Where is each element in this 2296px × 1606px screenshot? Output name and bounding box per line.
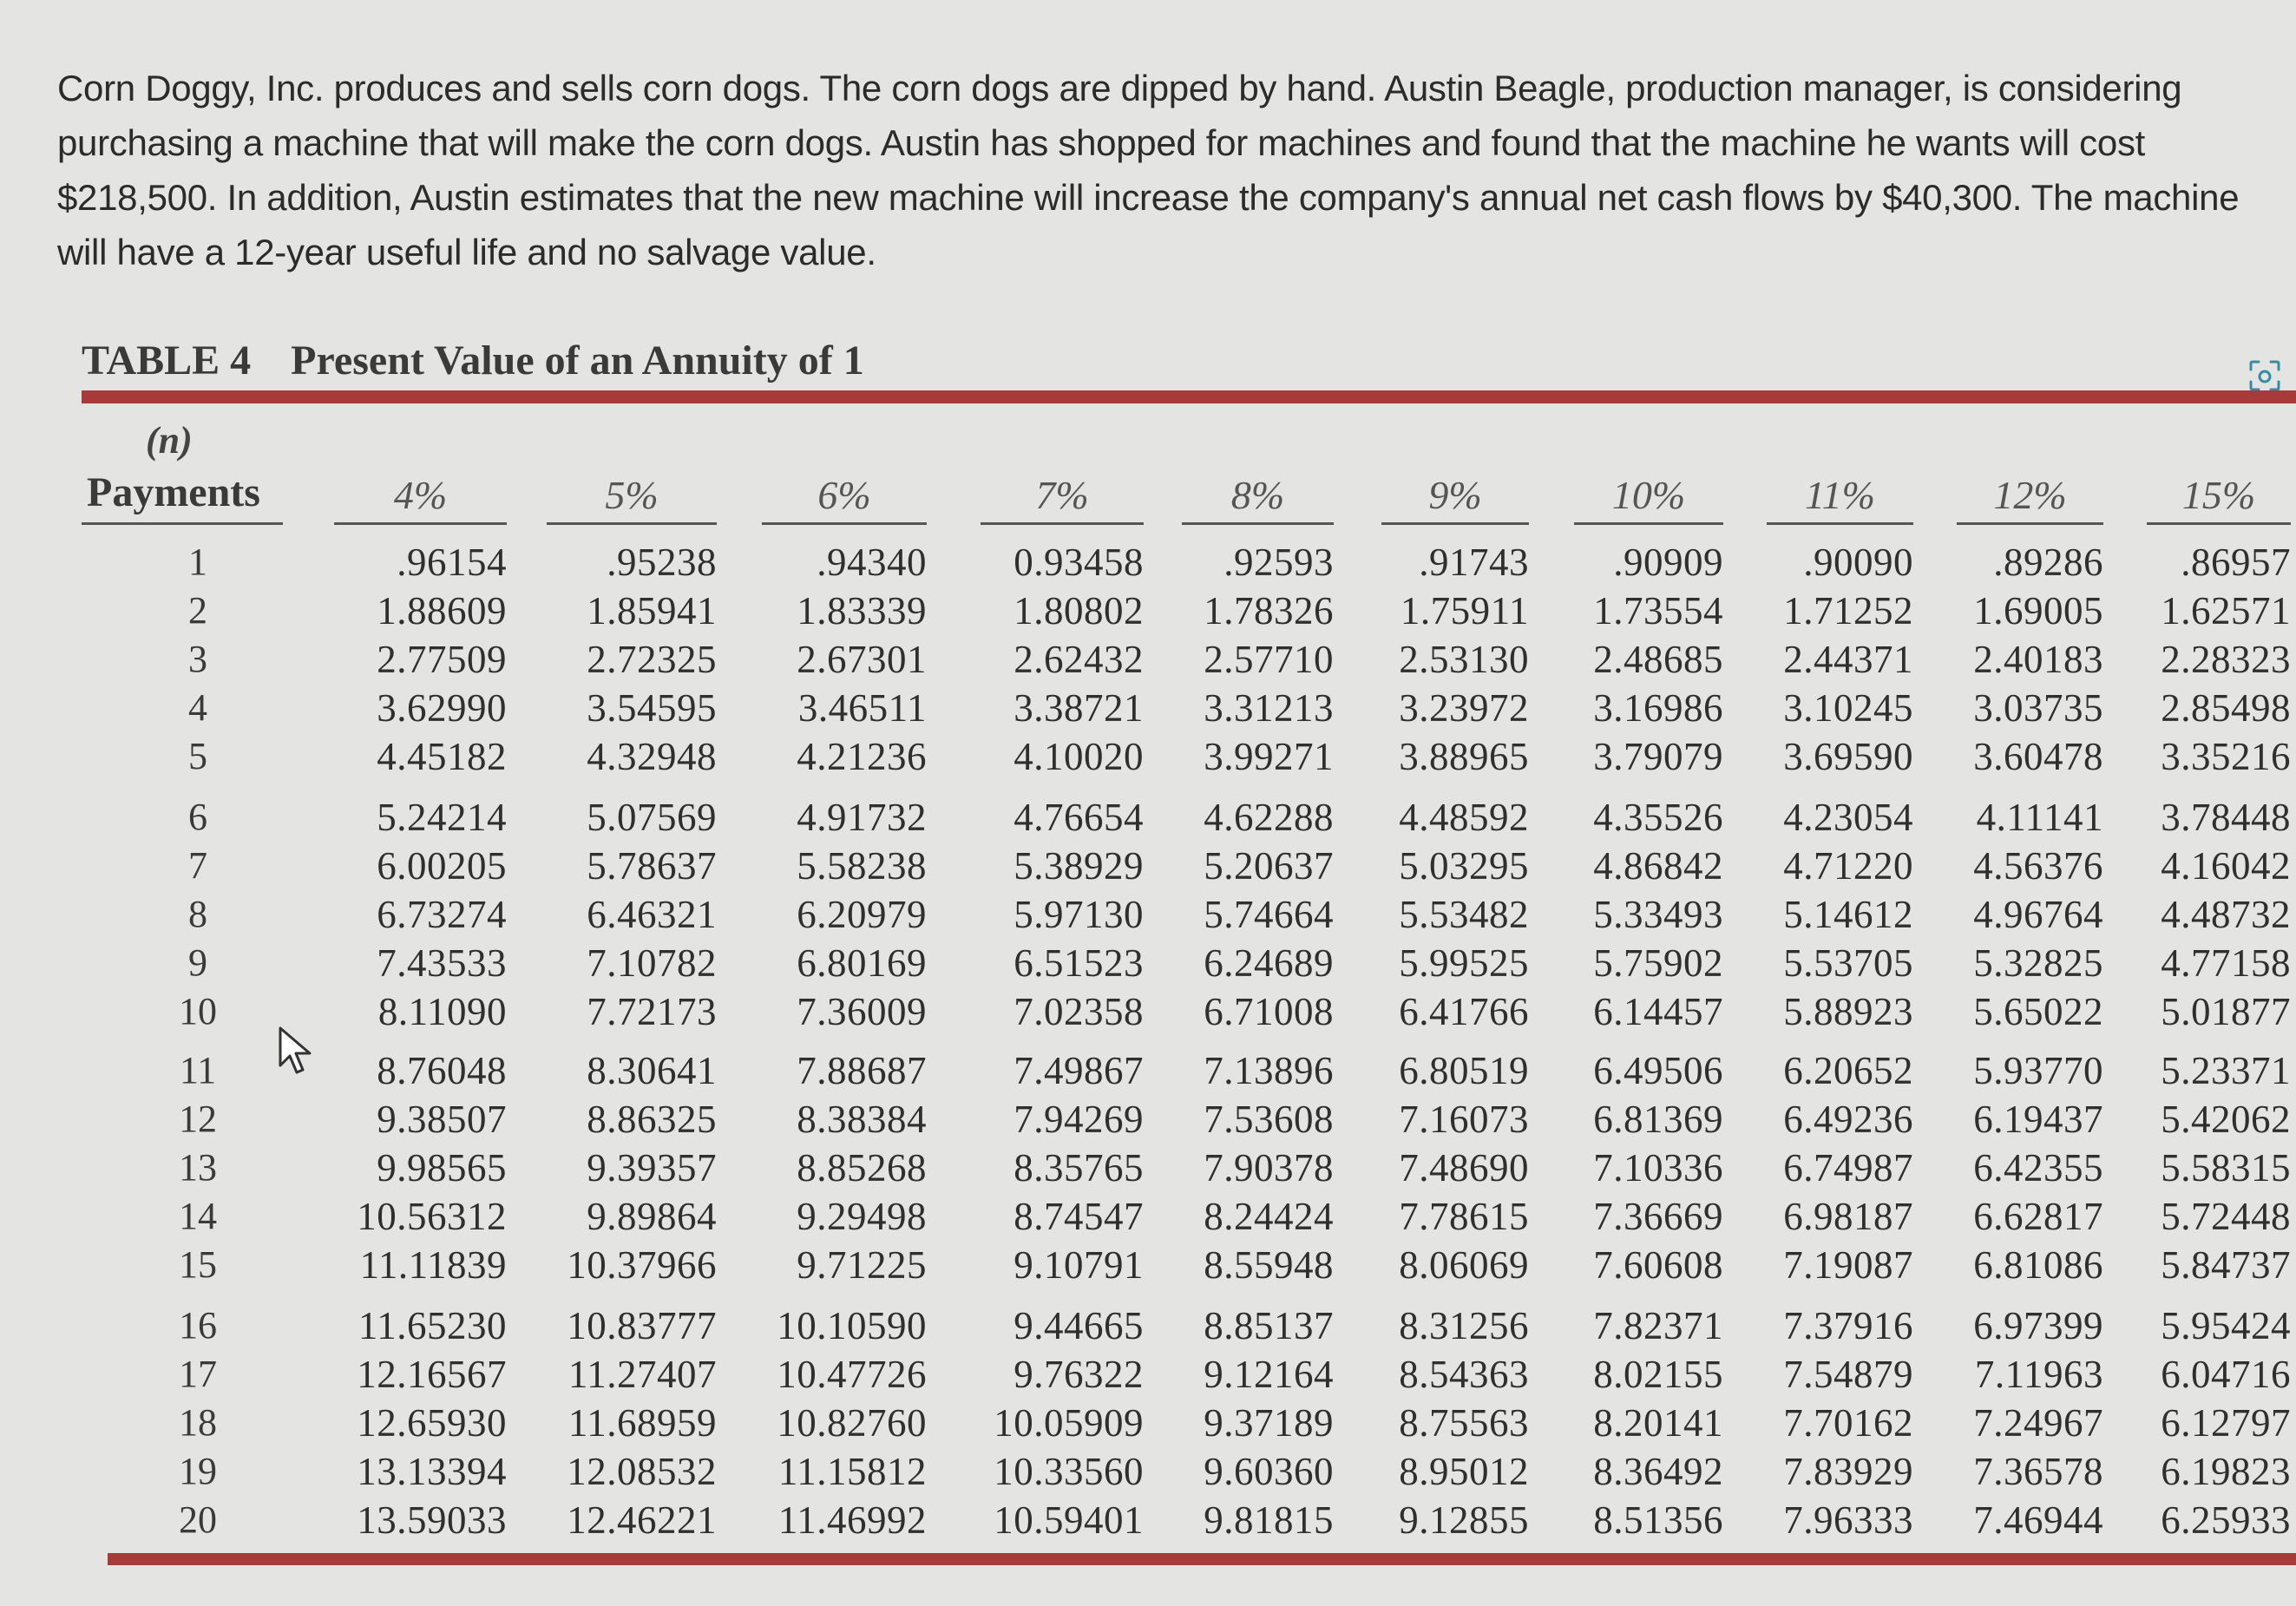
table-cell: 3.88965: [1399, 735, 1529, 778]
period-number: 9: [188, 941, 207, 984]
period-number: 10: [179, 990, 217, 1032]
table-cell: 7.16073: [1399, 1098, 1529, 1141]
rate-header: 15%: [2181, 473, 2256, 517]
mouse-pointer-icon: [278, 1026, 314, 1076]
table-cell: 8.74547: [1014, 1195, 1144, 1238]
table-cell: 8.86325: [587, 1098, 717, 1141]
table-cell: 6.81086: [1973, 1243, 2103, 1287]
rate-header: 7%: [1035, 473, 1089, 517]
period-number: 13: [179, 1146, 217, 1189]
table-cell: 12.46221: [567, 1498, 717, 1542]
table-cell: 8.76048: [377, 1049, 507, 1092]
period-number: 17: [179, 1353, 217, 1395]
table-cell: 6.98187: [1783, 1195, 1913, 1238]
table-cell: .95238: [607, 541, 717, 584]
table-cell: 8.30641: [587, 1049, 717, 1092]
table-cell: 6.80169: [797, 941, 927, 985]
table-heading: [82, 337, 864, 384]
period-number: 4: [188, 686, 207, 729]
table-cell: 11.11839: [359, 1243, 507, 1287]
rate-header-underline: [2147, 522, 2291, 525]
table-cell: 2.28323: [2161, 638, 2291, 681]
table-cell: 7.43533: [377, 941, 507, 985]
table-cell: 5.23371: [2161, 1049, 2291, 1092]
table-cell: 5.65022: [1973, 990, 2103, 1033]
table-cell: 10.47726: [777, 1353, 927, 1396]
table-cell: 5.20637: [1204, 844, 1334, 888]
table-cell: 7.13896: [1204, 1049, 1334, 1092]
table-cell: 9.89864: [587, 1195, 717, 1238]
table-cell: 1.85941: [587, 589, 717, 633]
table-cell: 9.39357: [587, 1146, 717, 1190]
table-cell: 5.99525: [1399, 941, 1529, 985]
table-cell: 12.08532: [567, 1450, 717, 1493]
table-cell: 4.62288: [1204, 796, 1334, 839]
table-cell: 6.14457: [1593, 990, 1723, 1033]
table-cell: 7.10782: [587, 941, 717, 985]
period-number: 5: [188, 735, 207, 777]
scan-icon[interactable]: [2247, 358, 2282, 393]
period-number: 19: [179, 1450, 217, 1492]
rate-header: 10%: [1611, 473, 1686, 517]
table-cell: 6.41766: [1399, 990, 1529, 1033]
period-number: 16: [179, 1304, 217, 1347]
table-cell: 7.60608: [1593, 1243, 1723, 1287]
table-cell: 8.51356: [1593, 1498, 1723, 1542]
table-cell: 4.76654: [1014, 796, 1144, 839]
table-cell: 10.33560: [994, 1450, 1144, 1493]
table-cell: 7.48690: [1399, 1146, 1529, 1190]
table-cell: 6.73274: [377, 893, 507, 936]
table-cell: 6.62817: [1973, 1195, 2103, 1238]
table-cell: 1.78326: [1204, 589, 1334, 633]
rate-header: 12%: [1993, 473, 2067, 517]
table-cell: 4.32948: [587, 735, 717, 778]
table-cell: 9.12164: [1204, 1353, 1334, 1396]
problem-text: Corn Doggy, Inc. produces and sells corn dogs. The corn dogs are dipped by hand. Austin Beagle, production manager, is considering purchasing a machine that will make the corn dogs. Austin has shopped for machines and found that the machine he wants will cost $218,500. In addition, Austin estimates that the new machine will increase the company's annual net cash flows by $40,300. The machine will have a 12-year useful life and no salvage value.: [57, 68, 2240, 272]
table-cell: 8.20141: [1593, 1401, 1723, 1445]
table-cell: 1.73554: [1593, 589, 1723, 633]
rate-header: 4%: [393, 473, 448, 517]
table-cell: 13.59033: [357, 1498, 507, 1542]
table-cell: 5.97130: [1014, 893, 1144, 936]
table-cell: 3.99271: [1204, 735, 1334, 778]
table-cell: 12.16567: [357, 1353, 507, 1396]
table-cell: 2.48685: [1593, 638, 1723, 681]
period-number: 15: [179, 1243, 217, 1286]
table-cell: 9.37189: [1204, 1401, 1334, 1445]
table-cell: .91743: [1419, 541, 1529, 584]
table-cell: 7.36009: [797, 990, 927, 1033]
period-number: 1: [188, 541, 207, 583]
table-cell: 7.46944: [1973, 1498, 2103, 1542]
table-cell: .94340: [817, 541, 927, 584]
table-cell: 3.16986: [1593, 686, 1723, 730]
table-cell: 1.80802: [1014, 589, 1144, 633]
table-cell: 6.81369: [1593, 1098, 1723, 1141]
table-cell: 5.01877: [2161, 990, 2291, 1033]
table-cell: 7.37916: [1783, 1304, 1913, 1347]
table-cell: 1.69005: [1973, 589, 2103, 633]
table-cell: 4.56376: [1973, 844, 2103, 888]
table-cell: 7.82371: [1593, 1304, 1723, 1347]
table-cell: 3.38721: [1014, 686, 1144, 730]
table-cell: 5.78637: [587, 844, 717, 888]
rate-header-underline: [1957, 522, 2103, 525]
table-cell: 9.71225: [797, 1243, 927, 1287]
payments-header: Payments: [87, 469, 260, 515]
table-cell: 8.38384: [797, 1098, 927, 1141]
payments-header-underline: [82, 522, 283, 525]
period-number: 6: [188, 796, 207, 838]
rate-header: 6%: [817, 473, 871, 517]
table-cell: 4.23054: [1783, 796, 1913, 839]
table-cell: 6.24689: [1204, 941, 1334, 985]
table-cell: 8.85268: [797, 1146, 927, 1190]
table-cell: 8.06069: [1399, 1243, 1529, 1287]
table-cell: 7.24967: [1973, 1401, 2103, 1445]
table-cell: 1.62571: [2161, 589, 2291, 633]
table-cell: 6.19823: [2161, 1450, 2291, 1493]
rate-header-underline: [1767, 522, 1913, 525]
table-cell: 6.51523: [1014, 941, 1144, 985]
table-cell: 4.11141: [1976, 796, 2103, 839]
table-cell: 5.07569: [587, 796, 717, 839]
table-cell: 10.82760: [777, 1401, 927, 1445]
table-cell: 7.49867: [1014, 1049, 1144, 1092]
table-cell: 6.20652: [1783, 1049, 1913, 1092]
table-cell: 9.76322: [1014, 1353, 1144, 1396]
table-cell: 8.02155: [1593, 1353, 1723, 1396]
table-cell: 4.96764: [1973, 893, 2103, 936]
table-cell: 7.53608: [1204, 1098, 1334, 1141]
table-cell: 9.12855: [1399, 1498, 1529, 1542]
table-cell: 3.79079: [1593, 735, 1723, 778]
table-cell: 11.15812: [777, 1450, 927, 1493]
table-cell: 2.77509: [377, 638, 507, 681]
rate-header-underline: [334, 522, 507, 525]
table-cell: 4.48732: [2161, 893, 2291, 936]
table-cell: 11.46992: [777, 1498, 927, 1542]
rate-header-underline: [547, 522, 717, 525]
period-number: 2: [188, 589, 207, 632]
rate-header-underline: [762, 522, 927, 525]
table-cell: 0.93458: [1014, 541, 1144, 584]
table-cell: 10.59401: [994, 1498, 1144, 1542]
table-cell: 8.11090: [377, 990, 507, 1033]
table-cell: 7.11963: [1974, 1353, 2103, 1396]
table-cell: 5.14612: [1783, 893, 1913, 936]
period-header: (n): [146, 419, 193, 462]
table-cell: 4.48592: [1399, 796, 1529, 839]
period-number: 18: [179, 1401, 217, 1444]
table-cell: 4.71220: [1783, 844, 1913, 888]
table-cell: 2.44371: [1783, 638, 1913, 681]
table-cell: 7.83929: [1783, 1450, 1913, 1493]
table-top-rule: [82, 390, 2296, 403]
table-cell: 5.58315: [2161, 1146, 2291, 1190]
table-cell: 3.35216: [2161, 735, 2291, 778]
table-cell: 2.72325: [587, 638, 717, 681]
rate-header: 11%: [1805, 473, 1875, 517]
table-cell: 7.72173: [587, 990, 717, 1033]
table-cell: 5.95424: [2161, 1304, 2291, 1347]
table-cell: 8.35765: [1014, 1146, 1144, 1190]
table-cell: 5.38929: [1014, 844, 1144, 888]
period-number: 7: [188, 844, 207, 887]
table-cell: 8.54363: [1399, 1353, 1529, 1396]
table-cell: 6.12797: [2161, 1401, 2291, 1445]
table-cell: 2.62432: [1014, 638, 1144, 681]
table-cell: .92593: [1223, 541, 1334, 584]
table-cell: 1.83339: [797, 589, 927, 633]
table-cell: 4.10020: [1014, 735, 1144, 778]
period-number: 14: [179, 1195, 217, 1237]
table-cell: 3.60478: [1973, 735, 2103, 778]
table-cell: 11.27407: [567, 1353, 717, 1396]
table-cell: 1.88609: [377, 589, 507, 633]
table-cell: 5.72448: [2161, 1195, 2291, 1238]
rate-header-underline: [1574, 522, 1723, 525]
table-cell: 5.03295: [1399, 844, 1529, 888]
table-cell: 6.25933: [2161, 1498, 2291, 1542]
table-cell: 11.68959: [567, 1401, 717, 1445]
table-cell: 5.53482: [1399, 893, 1529, 936]
table-number: TABLE 4: [82, 338, 252, 383]
period-number: 8: [188, 893, 207, 935]
table-cell: 3.54595: [587, 686, 717, 730]
table-cell: 3.46511: [797, 686, 927, 730]
table-cell: .86957: [2181, 541, 2291, 584]
table-cell: 6.71008: [1204, 990, 1334, 1033]
rate-header-underline: [981, 522, 1144, 525]
table-cell: 6.04716: [2161, 1353, 2291, 1396]
table-cell: 9.38507: [377, 1098, 507, 1141]
table-cell: 3.31213: [1204, 686, 1334, 730]
table-cell: .89286: [1993, 541, 2103, 584]
table-cell: 7.10336: [1593, 1146, 1723, 1190]
table-cell: 3.03735: [1973, 686, 2103, 730]
table-cell: 3.23972: [1399, 686, 1529, 730]
table-cell: .96154: [397, 541, 507, 584]
table-cell: 7.70162: [1783, 1401, 1913, 1445]
table-cell: 3.78448: [2161, 796, 2291, 839]
table-cell: 6.97399: [1973, 1304, 2103, 1347]
table-cell: 6.74987: [1783, 1146, 1913, 1190]
period-number: 12: [179, 1098, 217, 1140]
table-cell: 5.58238: [797, 844, 927, 888]
period-number: 11: [179, 1049, 217, 1091]
table-cell: 7.19087: [1783, 1243, 1913, 1287]
table-cell: 4.16042: [2161, 844, 2291, 888]
table-cell: 2.40183: [1973, 638, 2103, 681]
table-cell: 8.75563: [1399, 1401, 1529, 1445]
table-cell: 7.96333: [1783, 1498, 1913, 1542]
table-cell: 5.33493: [1593, 893, 1723, 936]
table-cell: 4.35526: [1593, 796, 1723, 839]
table-bottom-rule: [108, 1553, 2296, 1565]
table-cell: 2.85498: [2161, 686, 2291, 730]
table-cell: 7.78615: [1399, 1195, 1529, 1238]
table-cell: 5.32825: [1973, 941, 2103, 985]
table-cell: 10.10590: [777, 1304, 927, 1347]
table-cell: 9.81815: [1204, 1498, 1334, 1542]
table-cell: 4.21236: [797, 735, 927, 778]
table-cell: 10.83777: [567, 1304, 717, 1347]
table-cell: 7.94269: [1014, 1098, 1144, 1141]
table-cell: 5.84737: [2161, 1243, 2291, 1287]
table-cell: 8.95012: [1399, 1450, 1529, 1493]
table-cell: 10.56312: [357, 1195, 507, 1238]
table-cell: 12.65930: [357, 1401, 507, 1445]
table-cell: 7.90378: [1204, 1146, 1334, 1190]
period-number: 3: [188, 638, 207, 680]
table-cell: 4.45182: [377, 735, 507, 778]
table-cell: 2.67301: [797, 638, 927, 681]
table-cell: 6.20979: [797, 893, 927, 936]
table-cell: 3.10245: [1783, 686, 1913, 730]
table-cell: .90909: [1613, 541, 1723, 584]
rate-header-underline: [1381, 522, 1529, 525]
table-cell: 1.71252: [1783, 589, 1913, 633]
table-cell: 9.10791: [1014, 1243, 1144, 1287]
table-cell: 6.19437: [1973, 1098, 2103, 1141]
table-cell: 4.77158: [2161, 941, 2291, 985]
table-cell: 5.88923: [1783, 990, 1913, 1033]
table-title: Present Value of an Annuity of 1: [291, 338, 864, 383]
table-cell: .90090: [1803, 541, 1913, 584]
table-cell: 3.62990: [377, 686, 507, 730]
table-cell: 8.36492: [1593, 1450, 1723, 1493]
table-cell: 6.49506: [1593, 1049, 1723, 1092]
rate-header: 8%: [1230, 473, 1285, 517]
table-cell: 10.37966: [567, 1243, 717, 1287]
rate-header: 5%: [605, 473, 659, 517]
table-cell: 5.75902: [1593, 941, 1723, 985]
table-cell: 11.65230: [358, 1304, 507, 1347]
table-cell: 5.93770: [1973, 1049, 2103, 1092]
rate-header-underline: [1182, 522, 1334, 525]
table-cell: 7.88687: [797, 1049, 927, 1092]
table-cell: 9.98565: [377, 1146, 507, 1190]
table-cell: 7.02358: [1014, 990, 1144, 1033]
table-cell: 3.69590: [1783, 735, 1913, 778]
table-cell: 9.60360: [1204, 1450, 1334, 1493]
table-cell: 9.44665: [1014, 1304, 1144, 1347]
table-cell: 6.46321: [587, 893, 717, 936]
table-cell: 10.05909: [994, 1401, 1144, 1445]
table-cell: 7.36578: [1973, 1450, 2103, 1493]
table-cell: 5.42062: [2161, 1098, 2291, 1141]
table-cell: 6.42355: [1973, 1146, 2103, 1190]
table-cell: 5.53705: [1783, 941, 1913, 985]
table-cell: 4.86842: [1593, 844, 1723, 888]
table-cell: 2.57710: [1204, 638, 1334, 681]
table-cell: 5.74664: [1204, 893, 1334, 936]
table-cell: 6.00205: [377, 844, 507, 888]
table-cell: 8.31256: [1399, 1304, 1529, 1347]
table-cell: 7.54879: [1783, 1353, 1913, 1396]
period-number: 20: [179, 1498, 217, 1541]
table-cell: 2.53130: [1399, 638, 1529, 681]
table-cell: 13.13394: [357, 1450, 507, 1493]
table-cell: 8.85137: [1204, 1304, 1334, 1347]
rate-header: 9%: [1428, 473, 1482, 517]
table-cell: 6.80519: [1399, 1049, 1529, 1092]
table-cell: 5.24214: [377, 796, 507, 839]
table-cell: 4.91732: [797, 796, 927, 839]
table-cell: 8.55948: [1204, 1243, 1334, 1287]
table-cell: 6.49236: [1783, 1098, 1913, 1141]
table-cell: 1.75911: [1400, 589, 1529, 633]
table-cell: 7.36669: [1593, 1195, 1723, 1238]
table-cell: 8.24424: [1204, 1195, 1334, 1238]
table-cell: 9.29498: [797, 1195, 927, 1238]
